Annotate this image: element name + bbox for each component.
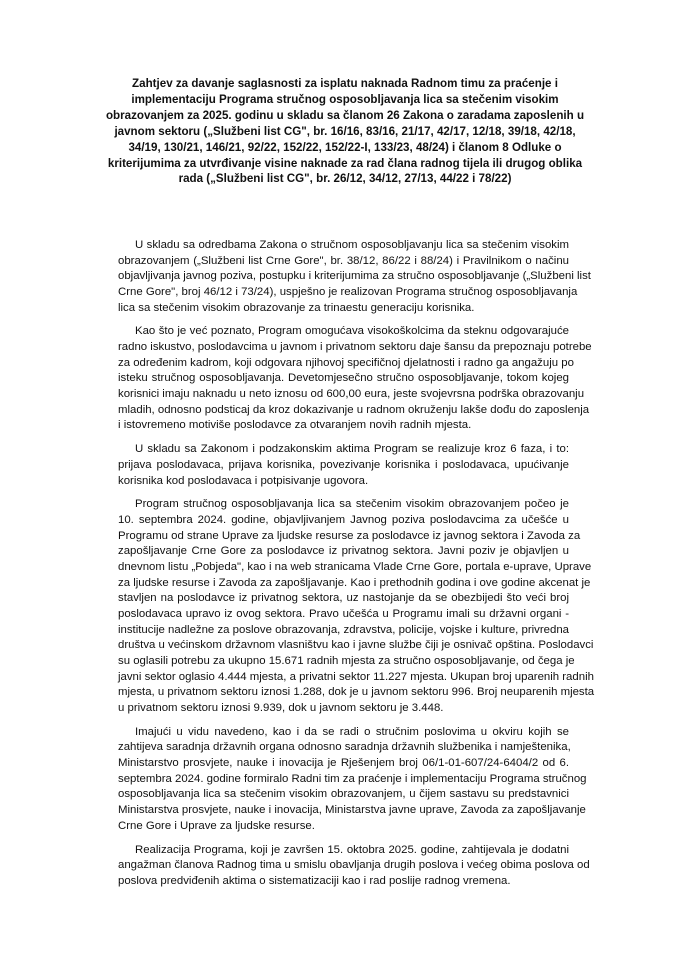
paragraph-line: obrazovanjem („Službeni list Crne Gore", br. 38/12, 86/22 i 88/24) i Pravilnikom o načinu (118, 254, 569, 267)
paragraph-line: korisnika kod poslodavaca i potpisivanje ugovora. (118, 474, 369, 487)
paragraph-line: Programu od strane Uprave za ljudske resurse za poslodavce iz javnog sektora i Zavoda za (118, 529, 581, 542)
paragraph-line: prijava poslodavaca, prijava korisnika, povezivanje korisnika i poslodavaca, upućivanje (118, 458, 569, 471)
paragraph-line: Program stručnog osposobljavanja lica sa stečenim visokim obrazovanjem počeo je (135, 498, 569, 511)
paragraph-line: Kao što je već poznato, Program omogućava visokoškolcima da steknu odgovarajuće (135, 325, 569, 338)
paragraph-line: institucije nadležne za poslove obrazovanja, zdravstva, policije, vojske i kulture, privredna (118, 623, 569, 636)
paragraph (118, 725, 587, 835)
paragraph (118, 843, 590, 890)
title-line: kriterijumima za utvrđivanje visine naknade za rad člana radnog tijela ili drugog oblika (107, 156, 583, 170)
title-line: obrazovanjem za 2025. godinu u skladu sa članom 26 Zakona o zaradama zaposlenih u (105, 108, 585, 122)
paragraph-line: društva u većinskom državnom vlasništvu kao i javne službe čiji je osnivač opština. Poslodavci (118, 639, 594, 652)
paragraph-line: za ljudske resurse i Zavoda za zapošljavanje. Kao i prethodnih godina i ove godine akcenat je (118, 576, 591, 589)
paragraph-line: zapošljavanje Crne Gore za poslodavce iz privatnog sektora. Javni poziv je objavljen u (118, 545, 569, 558)
paragraph-line: zahtijeva saradnja državnih organa odnosno saradnja državnih službenika i namještenika, (118, 741, 571, 754)
paragraph-line: 10. septembra 2024. godine, objavljivanjem Javnog poziva poslodavcima za učešće u (118, 514, 569, 527)
paragraph-line: mjesta, u privatnom sektoru iznosi 1.288, dok je u javnom sektoru 996. Broj neuparenih mjesta (118, 686, 595, 699)
paragraph-line: objavljivanja javnog poziva, postupku i kriterijumima za stručno osposobljavanje („Službeni list (118, 270, 591, 283)
document-title (100, 76, 590, 187)
paragraph-line: stavljen na poslodavce iz privatnog sektora, uz nastojanje da se obezbijedi što veći broj (118, 592, 569, 605)
paragraph-line: i istovremeno motiviše poslodavce za otvaranjem novih radnih mjesta. (118, 419, 472, 432)
paragraph-line: osposobljavanja lica sa stečenim visokim obrazovanjem, u čijem sastavu su predstavnici (118, 788, 569, 801)
paragraph (118, 497, 595, 716)
paragraph-line: poslodavaca upravo iz ovog sektora. Pravo učešća u Programu imali su državni organi - (118, 608, 569, 620)
paragraph-line: Ministarstvo prosvjete, nauke i inovacija je Rješenjem broj 06/1-01-607/24-6404/2 od 6. (118, 757, 569, 770)
paragraph-line: Crne Gore i Uprave za ljudske resurse. (118, 819, 315, 832)
paragraph-line: korisnici imaju naknadu u neto iznosu od 600,00 eura, jeste svojevrsna podrška obrazovanju (118, 388, 585, 401)
title-line: 34/19, 130/21, 146/21, 92/22, 152/22, 152/22-I, 133/23, 48/24) i članom 8 Odluke o (128, 140, 562, 154)
paragraph (118, 324, 592, 434)
paragraph-line: septembra 2024. godine formiralo Radni tim za praćenje i implementaciju Programa stručnog (118, 772, 587, 785)
paragraph-line: za određenim kadrom, koji odgovara njihovoj specifičnoj djelatnosti i radno ga angažuju po (118, 356, 574, 369)
paragraph-line: javni sektor oglasio 4.444 mjesta, a privatni sektor 11.227 mjesta. Ukupan broj uparenih radnih (118, 670, 594, 683)
paragraph (118, 238, 591, 316)
title-line: javnom sektoru („Službeni list CG", br. 16/16, 83/16, 21/17, 42/17, 12/18, 39/18, 42/18, (114, 124, 576, 138)
paragraph-line: angažman članova Radnog tima u smislu obavljanja drugih poslova i većeg obima poslova od (118, 859, 590, 872)
paragraph-line: dnevnom listu „Pobjeda", kao i na web stranicama Vlade Crne Gore, portala e-uprave, Uprave (118, 561, 592, 574)
paragraph-line: Realizacija Programa, koji je završen 15. oktobra 2025. godine, zahtijevala je dodatni (135, 843, 569, 856)
paragraph-line: U skladu sa odredbama Zakona o stručnom osposobljavanju lica sa stečenim visokim (135, 239, 569, 251)
paragraph-line: u privatnom sektoru iznosi 9.939, dok u javnom sektoru je 3.448. (118, 701, 444, 714)
paragraph-line: isteku stručnog osposobljavanja. Devetomjesečno stručno osposobljavanje, tokom kojeg (118, 372, 569, 385)
paragraph-line: su oglasili potrebu za ukupno 15.671 radnih mjesta za stručno osposobljavanje, od čega je (118, 654, 575, 667)
paragraph-line: U skladu sa Zakonom i podzakonskim aktima Program se realizuje kroz 6 faza, i to: (135, 443, 569, 456)
document-body (118, 238, 595, 898)
paragraph-line: Ministarstva prosvjete, nauke i inovacija, Ministarstva javne uprave, Zavoda za zapošljavanje (118, 804, 586, 817)
paragraph-line: poslova predviđenih aktima o sistematizaciji kao i rad poslije radnog vremena. (118, 874, 511, 887)
paragraph-line: Imajući u vidu navedeno, kao i da se radi o stručnim poslovima u okviru kojih se (135, 725, 569, 738)
title-line: Zahtjev za davanje saglasnosti za isplatu naknada Radnom timu za praćenje i (132, 77, 558, 90)
paragraph (118, 442, 569, 489)
title-line: rada („Službeni list CG", br. 26/12, 34/12, 27/13, 44/22 i 78/22) (178, 172, 512, 186)
paragraph-line: mladih, odnosno podsticaj da kroz dokazivanje u radnom okruženju lakše dođu do zaposlenja (118, 403, 590, 416)
paragraph-line: radno iskustvo, poslodavcima u javnom i privatnom sektoru daje šansu da prepoznaju potrebe (118, 341, 592, 354)
paragraph-line: Crne Gore", broj 46/12 i 73/24), uspješno je realizovan Programa stručnog osposobljavanja (118, 285, 578, 298)
title-line: implementaciju Programa stručnog osposobljavanja lica sa stečenim visokim (131, 92, 559, 106)
paragraph-line: lica sa stečenim visokim obrazovanje za trinaestu generaciju korisnika. (118, 301, 475, 314)
